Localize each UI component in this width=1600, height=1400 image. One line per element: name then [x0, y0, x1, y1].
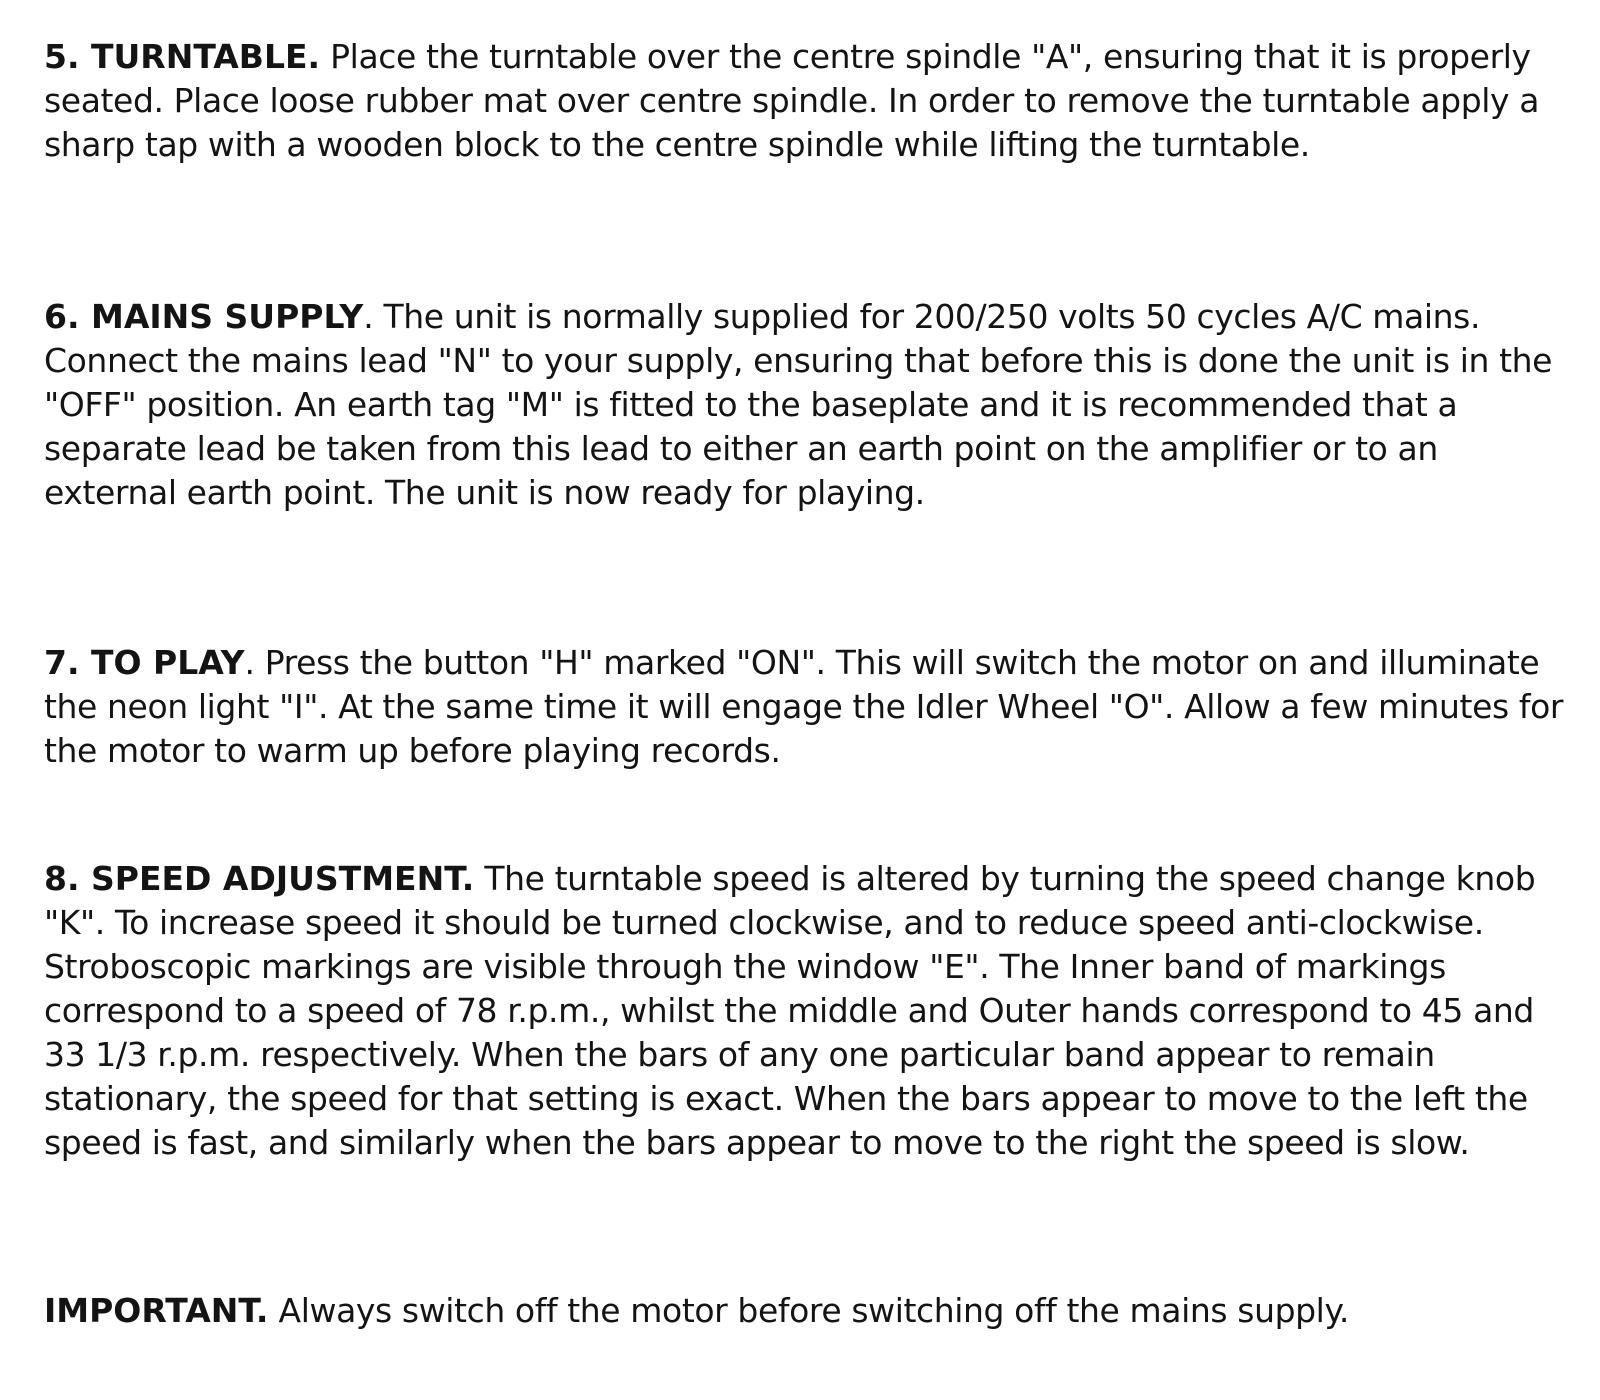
section-important: [44, 1289, 1574, 1333]
section-body: The unit is normally supplied for 200/250 volts 50 cycles A/C mains. Connect the mains lead "N" to your supply, ensuring that before this is done the unit is in the "OFF" position. An earth tag "M" is fitted to the baseplate and it is recommended that a separate lead be taken from this lead to either an earth point on the amplifier or to an external earth point. The unit is now ready for playing.: [44, 297, 1553, 512]
section-heading: 6. MAINS SUPPLY: [44, 297, 364, 336]
section-body: The turntable speed is altered by turning the speed change knob "K". To increase speed it should be turned clockwise, and to reduce speed anti-clockwise. Stroboscopic markings are visible through the window "E". The Inner band of markings correspond to a speed of 78 r.p.m., whilst the middle and Outer hands correspond to 45 and 33 1/3 r.p.m. respectively. When the bars of any one particular band appear to remain stationary, the speed for that setting is exact. When the bars appear to move to the left the speed is fast, and similarly when the bars appear to move to the right the speed is slow.: [44, 859, 1536, 1162]
heading-separator: .: [244, 643, 265, 682]
section-speed-adjustment: [44, 857, 1574, 1165]
section-heading: 7. TO PLAY: [44, 643, 245, 682]
section-to-play: [44, 641, 1574, 773]
heading-separator: [268, 1291, 278, 1330]
section-body: Press the button "H" marked "ON". This will switch the motor on and illuminate the neon light "I". At the same time it will engage the Idler Wheel "O". Allow a few minutes for the motor to warm up before playing records.: [44, 643, 1564, 770]
section-turntable: [44, 35, 1574, 167]
section-heading: 5. TURNTABLE.: [44, 37, 321, 76]
section-body: Place the turntable over the centre spindle "A", ensuring that it is properly seated. Place loose rubber mat over centre spindle. In order to remove the turntable apply a sharp tap with a wooden block to the centre spindle while lifting the turntable.: [44, 37, 1540, 164]
heading-separator: .: [363, 297, 384, 336]
section-body: Always switch off the motor before switching off the mains supply.: [278, 1291, 1349, 1330]
heading-separator: [474, 859, 484, 898]
section-mains-supply: [44, 295, 1574, 515]
heading-separator: [320, 37, 330, 76]
section-heading: 8. SPEED ADJUSTMENT.: [44, 859, 475, 898]
section-heading: IMPORTANT.: [44, 1291, 269, 1330]
